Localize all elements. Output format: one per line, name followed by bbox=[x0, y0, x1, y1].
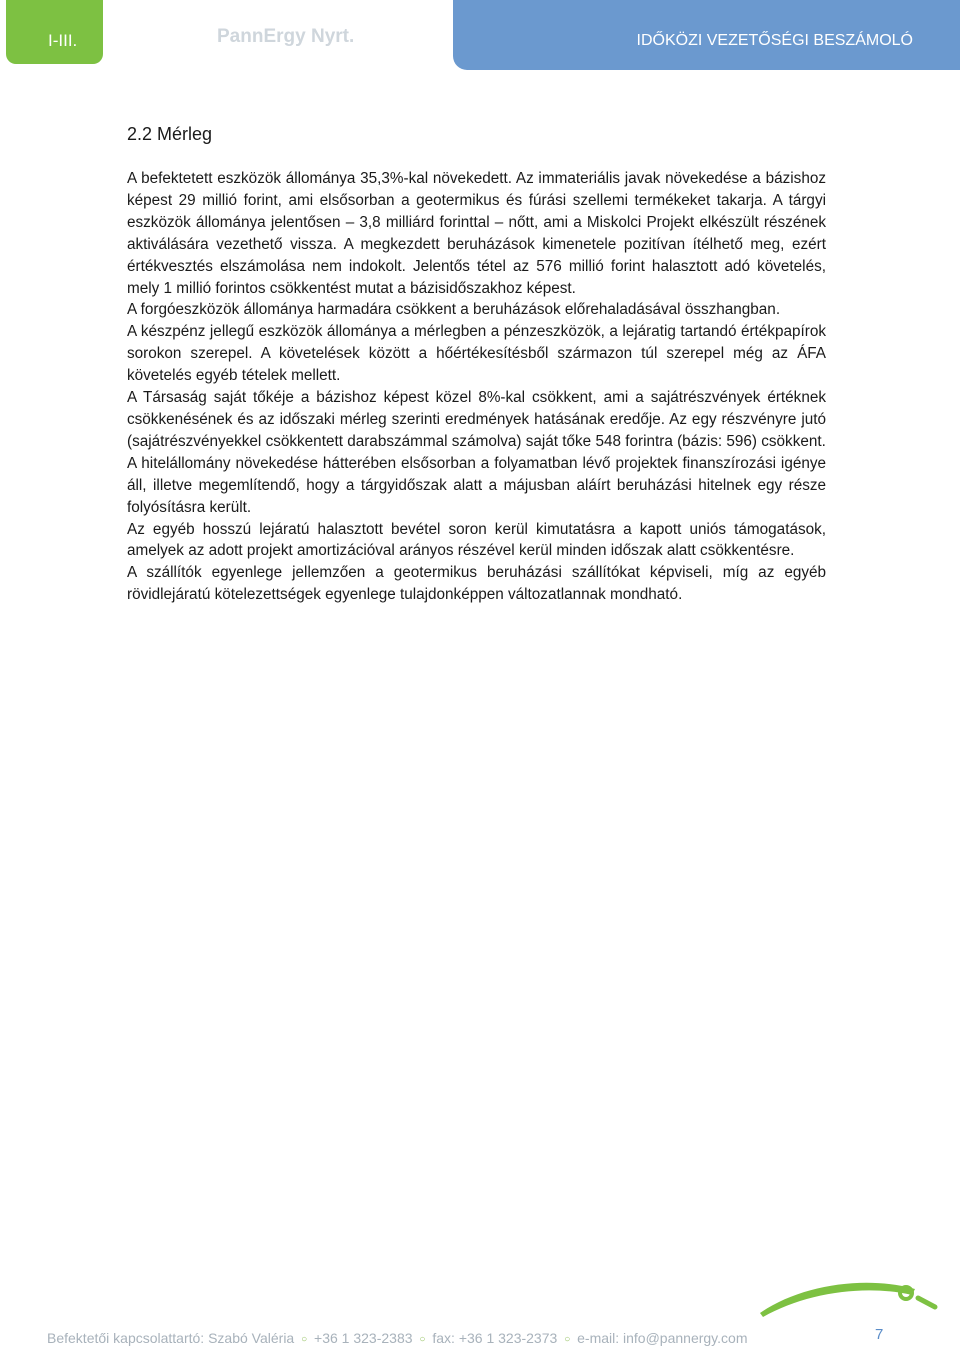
header-section-label: I-III. bbox=[48, 31, 78, 50]
paragraph-suppliers: A szállítók egyenlege jellemzően a geotermikus beruházási szállítókat képviseli, míg az egyéb rövidlejáratú kötelezettségek egyenlege tulajdonképpen változatlannak mondható. bbox=[127, 564, 826, 604]
paragraph-loans: A hitelállomány növekedése hátterében elsősorban a folyamatban lévő projektek finanszírozási igénye áll, illetve megemlítendő, hogy a tárgyidőszak alatt a májusban aláírt beruházási hitelnek egy része folyósításra került. bbox=[127, 454, 826, 516]
header-section-tab bbox=[6, 0, 103, 64]
body-text bbox=[127, 168, 826, 606]
footer-phone: +36 1 323-2383 bbox=[314, 1330, 413, 1346]
section-heading: 2.2 Mérleg bbox=[127, 124, 213, 144]
header-report-title: IDŐKÖZI VEZETŐSÉGI BESZÁMOLÓ bbox=[636, 32, 913, 49]
footer-contact bbox=[47, 1330, 747, 1346]
paragraph-deferred-income: Az egyéb hosszú lejáratú halasztott bevétel soron kerül kimutatásra a kapott uniós támogatások, amelyek az adott projekt amortizációval arányos részével kerül minden időszak alatt csökkentésre. bbox=[127, 520, 826, 560]
separator-circle-icon: ○ bbox=[301, 1333, 308, 1345]
footer-contact-person: Befektetői kapcsolattartó: Szabó Valéria bbox=[47, 1330, 295, 1346]
pannergy-logo-swoosh-icon bbox=[755, 1275, 940, 1320]
paragraph-current-assets: A forgóeszközök állománya harmadára csökkent a beruházások előrehaladásával összhangban. bbox=[127, 301, 781, 319]
header-company-name: PannErgy Nyrt. bbox=[217, 26, 355, 47]
paragraph-cash-assets: A készpénz jellegű eszközök állománya a mérlegben a pénzeszközök, a lejáratig tartandó értékpapírok sorokon szerepel. A követelések között a hőértékesítésből származon túl szerepel még az ÁFA követelés egyéb tételek mellett. bbox=[127, 323, 826, 385]
header-report-tab bbox=[453, 0, 960, 70]
paragraph-equity: A Társaság saját tőkéje a bázishoz képest közel 8%-kal csökkent, ami a sajátrészvények értéknek csökkenésének és az időszaki mérleg szerinti eredmények hatásának eredője. Az egy részvényre jutó (sajátrészvényekkel csökkentett darabszámmal számolva) saját tőke 548 forintra (bázis: 596) csökkent. bbox=[127, 389, 826, 450]
footer-fax: fax: +36 1 323-2373 bbox=[432, 1330, 558, 1346]
separator-circle-icon: ○ bbox=[419, 1333, 426, 1345]
paragraph-fixed-assets: A befektetett eszközök állománya 35,3%-kal növekedett. Az immateriális javak növekedése a bázishoz képest 29 millió forint, ami elsősorban a geotermikus és fúrási szellemi termékeket takarja. A tárgyi eszközök állománya jelentősen – 3,8 milliárd forinttal – nőtt, ami a Miskolci Projekt elkészült részének aktiválására vezethető vissza. A megkezdett beruházások kimenetele pozitívan ítélhető meg, ezért értékvesztés elszámolása nem indokolt. Jelentős tétel az 576 millió forint halasztott adó követelés, mely 1 millió forintos csökkentést mutat a bázisidőszakhoz képest. bbox=[127, 170, 826, 297]
separator-circle-icon: ○ bbox=[564, 1333, 571, 1345]
page-number: 7 bbox=[875, 1326, 884, 1343]
footer-email[interactable]: e-mail: info@pannergy.com bbox=[577, 1330, 748, 1346]
